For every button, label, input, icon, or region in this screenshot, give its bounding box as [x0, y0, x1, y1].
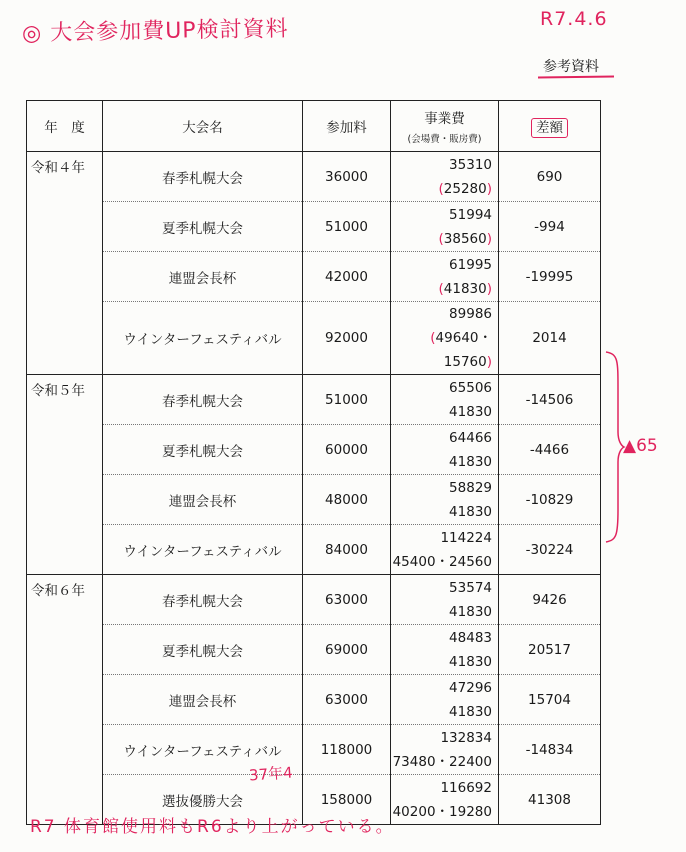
handwritten-paren: (49640・15760)	[430, 330, 492, 370]
expense-cell	[391, 202, 499, 252]
event-cell: 夏季札幌大会	[103, 202, 303, 252]
expense-total: 132834	[440, 729, 492, 746]
fee-cell: 92000	[303, 302, 391, 375]
table-row	[27, 675, 601, 725]
diff-cell: 15704	[499, 675, 601, 725]
event-cell: 夏季札幌大会	[103, 425, 303, 475]
header-fee: 参加料	[303, 101, 391, 152]
diff-cell: -19995	[499, 252, 601, 302]
header-diff	[499, 101, 601, 152]
expense-cell	[391, 152, 499, 202]
fee-cell: 158000	[303, 775, 391, 825]
reference-label: 参考資料	[543, 59, 599, 75]
header-expense	[391, 101, 499, 152]
handwritten-date: R7.4.6	[540, 8, 608, 30]
expense-total: 61995	[449, 256, 492, 273]
handwritten-bottom-note: R7 体育館使用料もR6より上がっている。	[30, 817, 395, 837]
table-row	[27, 302, 601, 375]
expense-cell	[391, 725, 499, 775]
diff-cell: 20517	[499, 625, 601, 675]
expense-cell	[391, 525, 499, 575]
diff-cell: -4466	[499, 425, 601, 475]
expense-detail: 40200・19280	[392, 803, 492, 820]
expense-total: 47296	[449, 679, 492, 696]
expense-detail-value: 41830	[443, 280, 487, 297]
event-cell: 春季札幌大会	[103, 152, 303, 202]
expense-cell	[391, 575, 499, 625]
table-row	[27, 625, 601, 675]
fee-cell: 51000	[303, 202, 391, 252]
table-body	[27, 152, 601, 825]
event-cell: 春季札幌大会	[103, 575, 303, 625]
expense-cell	[391, 675, 499, 725]
table-row	[27, 525, 601, 575]
expense-total: 65506	[449, 379, 492, 396]
handwritten-paren: (38560)	[438, 230, 492, 247]
table-row	[27, 475, 601, 525]
event-cell: 夏季札幌大会	[103, 625, 303, 675]
handwritten-triangle-note: ▲65	[623, 436, 658, 456]
diff-cell: -994	[499, 202, 601, 252]
table-row	[27, 425, 601, 475]
expense-total: 89986	[449, 306, 492, 322]
expense-cell	[391, 252, 499, 302]
fee-cell: 60000	[303, 425, 391, 475]
event-cell: ウインターフェスティバル	[103, 525, 303, 575]
expense-cell	[391, 302, 499, 375]
diff-cell: 41308	[499, 775, 601, 825]
header-row	[27, 101, 601, 152]
year-cell: 令和６年	[27, 575, 103, 825]
table-row	[27, 575, 601, 625]
diff-cell: -10829	[499, 475, 601, 525]
fee-cell: 51000	[303, 375, 391, 425]
header-expense-label: 事業費	[424, 111, 465, 127]
event-cell: ウインターフェスティバル	[103, 302, 303, 375]
expense-detail: 41830	[449, 403, 492, 420]
expense-cell	[391, 775, 499, 825]
fee-cell: 69000	[303, 625, 391, 675]
expense-cell	[391, 625, 499, 675]
table-row	[27, 725, 601, 775]
expense-detail	[391, 277, 492, 301]
expense-total: 53574	[449, 579, 492, 596]
fee-cell: 48000	[303, 475, 391, 525]
handwritten-title: ◎ 大会参加費UP検討資料	[21, 16, 289, 47]
year-cell: 令和５年	[27, 375, 103, 575]
event-cell: 連盟会長杯	[103, 252, 303, 302]
header-expense-sub: (会場費・販房費)	[407, 134, 482, 145]
diff-cell: 2014	[499, 302, 601, 375]
fee-table-container	[26, 100, 601, 825]
fee-table	[26, 100, 601, 825]
expense-detail	[391, 177, 492, 201]
fee-cell: 42000	[303, 252, 391, 302]
handwritten-amount-note: 37年4	[248, 763, 294, 785]
table-row	[27, 252, 601, 302]
expense-detail: 41830	[449, 603, 492, 620]
expense-detail: 41830	[449, 503, 492, 520]
event-cell: 連盟会長杯	[103, 475, 303, 525]
fee-cell: 36000	[303, 152, 391, 202]
expense-detail	[391, 326, 492, 374]
expense-detail	[391, 227, 492, 251]
expense-cell	[391, 425, 499, 475]
table-row	[27, 202, 601, 252]
event-cell: 選抜優勝大会	[103, 775, 303, 825]
diff-cell: -14506	[499, 375, 601, 425]
expense-detail: 45400・24560	[392, 553, 492, 570]
expense-total: 48483	[449, 629, 492, 646]
header-event: 大会名	[103, 101, 303, 152]
expense-cell	[391, 475, 499, 525]
fee-cell: 84000	[303, 525, 391, 575]
expense-total: 64466	[449, 429, 492, 446]
expense-detail: 41830	[449, 703, 492, 720]
expense-detail-value: 38560	[443, 230, 487, 247]
year-cell: 令和４年	[27, 152, 103, 375]
expense-detail: 41830	[449, 653, 492, 670]
expense-detail-value: 49640・15760	[435, 330, 492, 370]
fee-cell: 63000	[303, 575, 391, 625]
event-cell: ウインターフェスティバル	[103, 725, 303, 775]
diff-cell: 690	[499, 152, 601, 202]
table-row	[27, 375, 601, 425]
fee-cell: 63000	[303, 675, 391, 725]
expense-detail: 41830	[449, 453, 492, 470]
reference-underline	[538, 75, 614, 78]
expense-total: 51994	[449, 206, 492, 223]
event-cell: 春季札幌大会	[103, 375, 303, 425]
table-row	[27, 152, 601, 202]
expense-total: 116692	[440, 779, 492, 796]
event-cell: 連盟会長杯	[103, 675, 303, 725]
expense-total: 58829	[449, 479, 492, 496]
fee-cell: 118000	[303, 725, 391, 775]
header-diff-label: 差額	[531, 118, 568, 138]
diff-cell: -30224	[499, 525, 601, 575]
expense-detail: 73480・22400	[392, 753, 492, 770]
expense-detail-value: 25280	[443, 180, 487, 197]
expense-total: 35310	[449, 156, 492, 173]
expense-total: 114224	[440, 529, 492, 546]
header-year: 年 度	[27, 101, 103, 152]
handwritten-paren: (25280)	[438, 180, 492, 197]
diff-cell: -14834	[499, 725, 601, 775]
diff-cell: 9426	[499, 575, 601, 625]
handwritten-paren: (41830)	[438, 280, 492, 297]
expense-cell	[391, 375, 499, 425]
